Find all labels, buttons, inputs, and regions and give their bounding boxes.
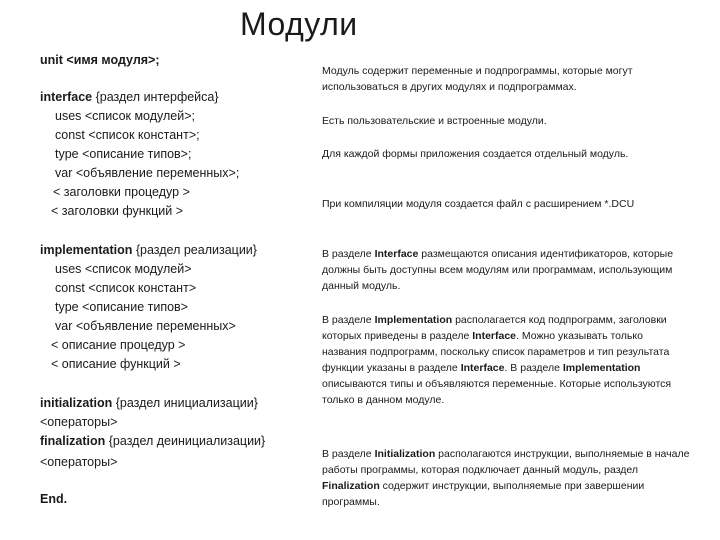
- interface-var: var <объявление переменных>;: [55, 166, 240, 180]
- desc-implementation-section: [322, 312, 690, 408]
- finalization-line: [40, 433, 265, 450]
- slide-title: Модули: [240, 6, 358, 42]
- desc-module-contents: Модуль содержит переменные и подпрограммы, которые могут использоваться в других модулях и подпрограммах.: [322, 65, 633, 93]
- implementation-type: type <описание типов>: [55, 300, 188, 314]
- desc-text: . В разделе: [504, 362, 563, 374]
- finalization-term: Finalization: [322, 480, 380, 492]
- unit-keyword: unit: [40, 53, 63, 67]
- desc-text: В разделе: [322, 314, 375, 326]
- interface-keyword: interface: [40, 90, 93, 104]
- initialization-comment: {раздел инициализации}: [112, 396, 258, 410]
- desc-dcu-file: При компиляции модуля создается файл с расширением *.DCU: [322, 198, 635, 210]
- implementation-comment: {раздел реализации}: [132, 243, 257, 257]
- implementation-line: [40, 242, 257, 259]
- desc-text: содержит инструкции, выполняемые при завершении программы.: [322, 480, 645, 508]
- desc-text: В разделе: [322, 448, 375, 460]
- finalization-operators: <операторы>: [40, 455, 118, 469]
- implementation-uses: uses <список модулей>: [55, 262, 192, 276]
- desc-text: В разделе: [322, 248, 375, 260]
- desc-text: располагаются инструкции, выполняемые в начале работы программы, которая подключает данный модуль, раздел: [322, 448, 690, 476]
- desc-interface-section: [322, 246, 690, 294]
- initialization-operators: <операторы>: [40, 415, 118, 429]
- unit-line: [40, 52, 160, 69]
- finalization-keyword: finalization: [40, 434, 106, 448]
- desc-text: располагается код подпрограмм, заголовки которых приведены в разделе: [322, 314, 667, 342]
- desc-initialization-finalization: [322, 446, 690, 510]
- implementation-keyword: implementation: [40, 243, 133, 257]
- initialization-line: [40, 395, 258, 412]
- interface-term: Interface: [460, 362, 505, 374]
- implementation-const: const <список констант>: [55, 281, 197, 295]
- interface-type: type <описание типов>;: [55, 147, 192, 161]
- finalization-comment: {раздел деинициализации}: [105, 434, 266, 448]
- initialization-term: Initialization: [374, 448, 436, 460]
- desc-text: описываются типы и объявляются переменные. Которые используются только в данном модуле.: [322, 378, 672, 406]
- initialization-keyword: initialization: [40, 396, 113, 410]
- desc-text: . Можно указывать только названия подпрограмм, поскольку список параметров и тип результата функции указаны в разделе: [322, 330, 670, 374]
- interface-line: [40, 89, 219, 106]
- desc-form-module: Для каждой формы приложения создается отдельный модуль.: [322, 148, 629, 160]
- implementation-procedures: < описание процедур >: [51, 338, 186, 352]
- implementation-var: var <объявление переменных>: [55, 319, 236, 333]
- desc-module-kinds: Есть пользовательские и встроенные модули.: [322, 115, 547, 127]
- interface-uses: uses <список модулей>;: [55, 109, 196, 123]
- interface-term: Interface: [374, 248, 419, 260]
- interface-procedures: < заголовки процедур >: [53, 185, 190, 199]
- end-keyword: End.: [40, 492, 68, 506]
- unit-name: <имя модуля>;: [62, 53, 160, 67]
- implementation-functions: < описание функций >: [51, 357, 181, 371]
- desc-text: размещаются описания идентификаторов, которые должны быть доступны всем модулям или программам, использующим данный модуль.: [322, 248, 674, 292]
- interface-comment: {раздел интерфейса}: [92, 90, 219, 104]
- implementation-term: Implementation: [562, 362, 641, 374]
- interface-const: const <список констант>;: [55, 128, 200, 142]
- interface-functions: < заголовки функций >: [51, 204, 184, 218]
- implementation-term: Implementation: [374, 314, 453, 326]
- interface-term: Interface: [472, 330, 517, 342]
